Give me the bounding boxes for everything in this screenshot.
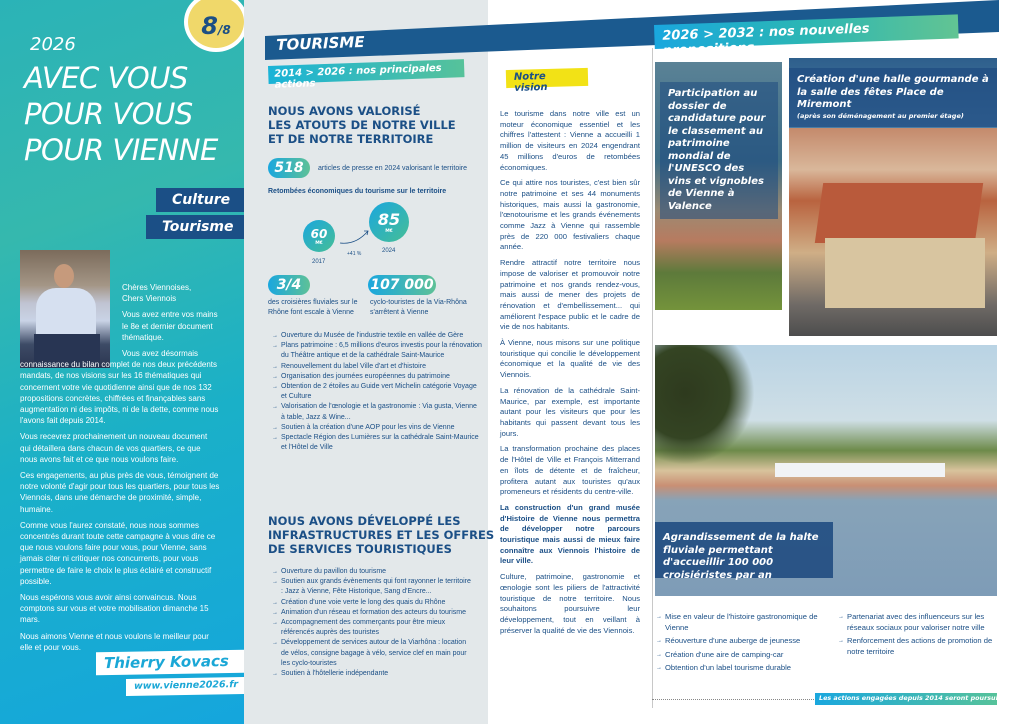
list-item: → Ouverture du pavillon du tourisme [272,567,472,577]
actions-banner: 2014 > 2026 : nos principales actions [268,59,465,84]
letter-greeting [122,282,220,304]
list-item: → Valorisation de l'œnologie et la gastronomie : Via gusta, Vienne à table, Jazz & Wine... [272,402,482,422]
heading-line: DE SERVICES TOURISTIQUES [268,542,452,556]
stat-518-label: articles de presse en 2024 valorisant le territoire [318,165,468,172]
proposals-list-left [656,612,824,677]
website-link[interactable]: www.vienne2026.fr [126,677,244,696]
list-item: → Obtention d'un label tourisme durable [656,663,824,674]
list-item: → Création d'une aire de camping-car [656,650,824,661]
actions-list-1 [272,331,482,453]
list-item: → Développement de services autour de la Viarhôna : location de vélos, consigne bagage à vélo, service clef en main pour les cyclo-touristes [272,638,472,669]
left-panel [0,0,244,724]
caption-halle [789,68,997,127]
photo-tree [655,345,755,465]
letter-paragraph: Vous avez désormais connaissance du bilan complet de nos deux précédents mandats, de nos visions sur les 16 thématiques qui concernent votre vie quotidienne ainsi que de nos 132 propositions concrètes, chiffrées et finançables sans augmentation ni des impôts, ni de la dette, comme nous l'avons fait depuis 2014. [20,349,219,426]
list-item: → Ouverture du Musée de l'industrie textile en vallée de Gère [272,331,482,341]
list-item: → Partenariat avec des influenceurs sur les réseaux sociaux pour valoriser notre ville [838,612,998,633]
stat-107-badge: 107 000 [368,275,436,295]
vision-title: Notre vision [506,68,588,88]
proposals-list-right [838,612,998,660]
caption-halle-note: (après son déménagement au premier étage) [797,111,964,120]
list-item: → Mise en valeur de l'histoire gastronomique de Vienne [656,612,824,633]
econ-growth: +41 % [347,251,362,257]
footer-note: Les actions engagées depuis 2014 seront poursuivies [815,693,997,705]
footer-divider [652,699,814,700]
caption-unesco: Participation au dossier de candidature pour le classement au patrimoine mondial de l'UNESCO des vins et vignobles de Vienne à Valence [660,82,778,219]
vision-paragraph: Le tourisme dans notre ville est un moteur économique essentiel et les chiffres l'attestent : Vienne a accueilli 1 million de visiteurs en 2024 engendrant 45 millions d'euros de retombées économiques. [500,109,640,172]
caption-halte: Agrandissement de la halte fluviale permettant d'accueillir 100 000 croisiéristes par an [655,522,833,578]
heading-line: NOUS AVONS VALORISÉ [268,104,421,118]
econ-2017-circle [303,220,335,252]
heading-line: INFRASTRUCTURES ET LES OFFRES [268,528,495,542]
list-item: → Obtention de 2 étoiles au Guide vert Michelin catégorie Voyage et Culture [272,382,482,402]
stat-34-badge: 3/4 [268,275,310,295]
list-item: → Renouvellement du label Ville d'art et d'histoire [272,362,482,372]
year-label: 2026 [30,34,76,55]
slogan-line: POUR VOUS [24,97,193,131]
slogan-line: POUR VIENNE [24,133,218,167]
proposals-banner: 2026 > 2032 : nos nouvelles propositions [654,14,959,49]
list-item: → Soutien aux grands évènements qui font rayonner le territoire : Jazz à Vienne, Fête Historique, Sang d'Encre... [272,577,472,597]
econ-unit: M€ [385,229,393,234]
signature: Thierry Kovacs [96,650,244,676]
slogan [24,60,218,168]
photo-roof [815,183,983,243]
letter-paragraph: Comme vous l'aurez constaté, nous nous sommes concentrés durant toute cette campagne à vous dire ce que nous voulons faire pour vous, pour Vienne, sans jamais citer ni critiquer nos concurrents, pour vous permettre de faire le choix le plus éclairé et constructif possible. [20,520,216,586]
letter-paragraph: Ces engagements, au plus près de vous, témoignent de notre volonté d'agir pour tous les quartiers, pour tous les Viennois, dans une démarche de proximité, simple, humaine. [20,471,220,514]
vision-strong-paragraph: La construction d'un grand musée d'Histoire de Vienne nous permettra de développer notre parcours touristique mais aussi de mieux faire connaître aux Viennois l'histoire de leur ville. [500,502,640,566]
list-item: → Création d'une voie verte le long des quais du Rhône [272,598,472,608]
greeting-line-2: Chers Viennois [122,294,177,304]
letter-paragraph: Nous aimons Vienne et nous voulons le meilleur pour elle et pour vous. [20,631,209,652]
stat-107-label: cyclo-touristes de la Via-Rhôna s'arrêtent à Vienne [370,299,467,316]
photo-facade [825,238,985,308]
vision-paragraph: La transformation prochaine des places de l'Hôtel de Ville et François Mitterrand en îlots de détente et de fraîcheur, profitera autant aux touristes qu'aux promeneurs et résidents du centre-ville. [500,444,640,497]
heading-line: LES ATOUTS DE NOTRE VILLE [268,118,456,132]
econ-unit: M€ [315,240,323,246]
page-current: 8 [201,12,218,40]
econ-2024-value: 85 [377,210,401,229]
letter-paragraph: Vous recevrez prochainement un nouveau document qui détaillera dans chacun de vos quartiers, ce que nous avons fait et ce que nous voulons faire. [20,432,208,464]
heading-developpe [268,514,494,556]
vision-paragraph: Rendre attractif notre territoire nous impose de valoriser et promouvoir notre patrimoine et nos grands rendez-vous, mais aussi de mener des projets de rénovation et d'embellissement... qui améliorent l'espace public et le cadre de vie de nos habitants. [500,258,640,332]
growth-arrow-icon [338,225,372,247]
list-item: → Plans patrimoine : 6,5 millions d'euros investis pour la rénovation du Théâtre antique et de la cathédrale Saint-Maurice [272,341,482,361]
vision-paragraph: Ce qui attire nos touristes, c'est bien sûr notre patrimoine et ses 44 monuments historiques, mais aussi la gastronomie, l'œnotourisme et les grands événements comme Jazz à Vienne qui rassemble près de 220 000 festivaliers chaque année. [500,178,640,252]
section-title: TOURISME [276,32,365,54]
actions-list-2 [272,567,472,679]
heading-line: ET DE NOTRE TERRITOIRE [268,132,434,146]
list-item: → Spectacle Région des Lumières sur la cathédrale Saint-Maurice et l'Hôtel de Ville [272,433,482,453]
vision-paragraph: Culture, patrimoine, gastronomie et œnologie sont les piliers de l'attractivité touristique de notre territoire. Nous souhaitons poursuivre leur développement, tout en veillant à préserver la qualité de vie des Viennois. [500,572,640,635]
greeting-line-1: Chères Viennoises, [122,283,192,292]
letter-paragraph: Nous espérons vous avoir ainsi convaincus. Nous comptons sur vous et votre mobilisation dimanche 15 mars. [20,593,209,625]
econ-2017-value: 60 [310,226,328,241]
list-item: → Animation d'un réseau et formation des acteurs du tourisme [272,608,472,618]
stat-34-label: des croisières fluviales sur le Rhône font escale à Vienne [268,299,358,316]
tag-tourisme: Tourisme [146,215,244,239]
vision-paragraph: La rénovation de la cathédrale Saint-Maurice, par exemple, est importante autant pour les visiteurs que pour les habitants qui passent devant tous les jours. [500,385,640,438]
slogan-line: AVEC VOUS [24,61,188,95]
list-item: → Soutien à la création d'une AOP pour les vins de Vienne [272,423,482,433]
tag-culture: Culture [156,188,244,212]
letter [20,282,220,658]
list-item: → Soutien à l'hôtellerie indépendante [272,669,472,679]
econ-label: Retombées économiques du tourisme sur le territoire [268,188,447,195]
vision-text [500,109,640,641]
list-item: → Accompagnement des commerçants pour être mieux référencés auprès des touristes [272,618,472,638]
list-item: → Renforcement des actions de promotion de notre territoire [838,636,998,657]
econ-2017-year: 2017 [312,259,326,265]
page-total: /8 [217,23,231,37]
heading-line: NOUS AVONS DÉVELOPPÉ LES [268,514,461,528]
vision-paragraph: À Vienne, nous misons sur une politique touristique qui concilie le développement économique et la qualité de vie des Viennois. [500,338,640,380]
list-item: → Organisation des journées européennes du patrimoine [272,372,482,382]
stat-518-badge: 518 [268,158,310,178]
heading-valorise [268,104,456,146]
list-item: → Réouverture d'une auberge de jeunesse [656,636,824,647]
econ-2024-circle [369,202,409,242]
econ-2024-year: 2024 [382,248,396,254]
photo-boat [775,463,945,477]
letter-paragraph: Vous avez entre vos mains le 8e et dernier document thématique. [122,310,218,342]
caption-halle-text: Création d'une halle gourmande à la salle des fêtes Place de Miremont [797,74,989,110]
